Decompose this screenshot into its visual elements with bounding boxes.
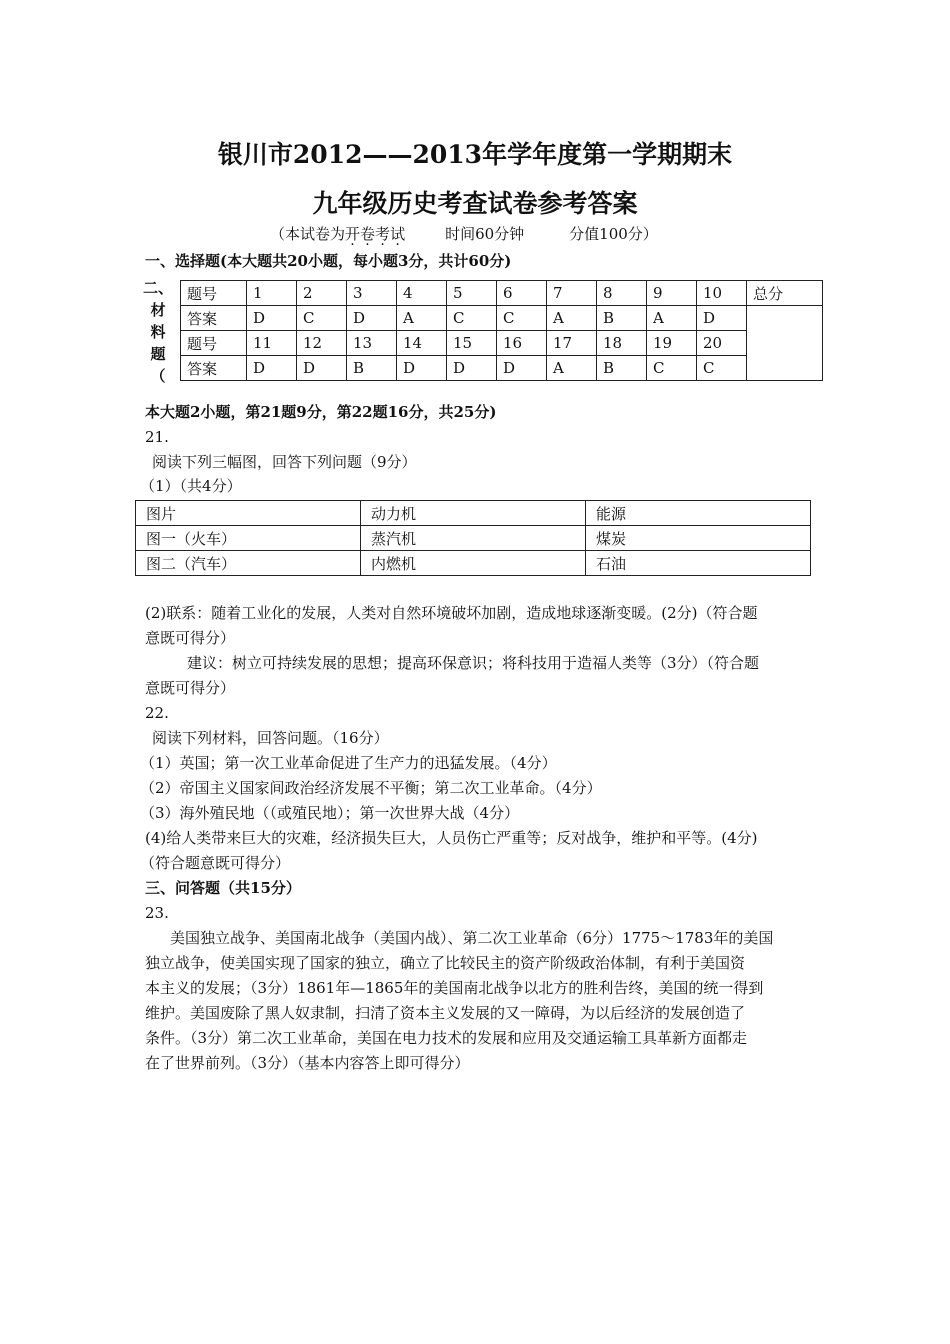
section1-heading: 一、选择题(本大题共20小题，每小题3分，共计60分): [145, 252, 512, 270]
question-number: 6: [497, 281, 547, 306]
table-cell: 石油: [586, 551, 811, 576]
answer-cell: D: [447, 356, 497, 381]
answer-cell: B: [347, 356, 397, 381]
question-number: 1: [247, 281, 297, 306]
q22-intro: 阅读下列材料，回答问题。（16分）: [152, 729, 389, 747]
answer-cell: C: [647, 356, 697, 381]
q22-answer-2: （2）帝国主义国家间政治经济发展不平衡；第二次工业革命。（4分）: [140, 779, 602, 797]
table-row: [181, 281, 823, 306]
vertical-char: 料: [150, 323, 166, 341]
dotted-char: 考: [375, 225, 391, 243]
section2-heading: 本大题2小题，第21题9分，第22题16分，共25分): [145, 403, 497, 421]
answer-cell: C: [447, 306, 497, 331]
question-number: 12: [297, 331, 347, 356]
answer-cell: D: [397, 356, 447, 381]
dotted-char: 卷: [360, 225, 376, 243]
vertical-char: 题: [150, 345, 166, 363]
table-row: [136, 501, 811, 526]
table-cell: 蒸汽机: [361, 526, 586, 551]
answer-cell: B: [597, 306, 647, 331]
answer-cell: D: [497, 356, 547, 381]
question-number: 2: [297, 281, 347, 306]
section2-vertical-label: [140, 277, 176, 387]
answer-cell: C: [497, 306, 547, 331]
q23-answer-line: 美国独立战争、美国南北战争（美国内战）、第二次工业革命（6分）1775～1783年的美国: [170, 929, 774, 947]
title-line-2: 九年级历史考查试卷参考答案: [312, 189, 638, 218]
q22-answer-3: （3）海外殖民地（（或殖民地）；第一次世界大战（4分）: [140, 804, 520, 822]
table-row: [136, 551, 811, 576]
table-row: [181, 331, 823, 356]
q23-answer-line: 维护。美国废除了黑人奴隶制，扫清了资本主义发展的又一障碍，为以后经济的发展创造了: [145, 1004, 746, 1022]
answer-cell: D: [247, 356, 297, 381]
header-cell: 动力机: [361, 501, 586, 526]
q21-part2-line1: (2)联系：随着工业化的发展，人类对自然环境破坏加剧，造成地球逐渐变暖。(2分)（符合题: [145, 604, 758, 622]
q21-suggest-line1: 建议：树立可持续发展的思想；提高环保意识；将科技用于造福人类等（3分）（符合题: [187, 654, 760, 672]
answer-cell: A: [547, 306, 597, 331]
vertical-char: 二、: [142, 279, 173, 297]
q21-part2-line2: 意既可得分）: [145, 629, 236, 647]
row-label-answer: 答案: [181, 356, 247, 381]
subtitle-rest: 时间60分钟 分值100分）: [445, 225, 658, 243]
q23-answer-line: 本主义的发展；（3分）1861年—1865年的美国南北战争以北方的胜利告终，美国的统一得到: [145, 979, 764, 997]
question-number: 20: [697, 331, 747, 356]
table-cell: 煤炭: [586, 526, 811, 551]
question-number: 10: [697, 281, 747, 306]
question-number: 9: [647, 281, 697, 306]
q21-suggest-line2: 意既可得分）: [145, 679, 236, 697]
answer-cell: C: [297, 306, 347, 331]
answer-cell: A: [397, 306, 447, 331]
question-number: 13: [347, 331, 397, 356]
q23-answer-line: 独立战争，使美国实现了国家的独立，确立了比较民主的资产阶级政治体制，有利于美国资: [145, 954, 746, 972]
question-number: 5: [447, 281, 497, 306]
answer-cell: C: [697, 356, 747, 381]
answer-cell: D: [297, 356, 347, 381]
table-cell: 图一（火车）: [136, 526, 361, 551]
q23-answer-line: 条件。（3分）第二次工业革命，美国在电力技术的发展和应用及交通运输工具革新方面都走: [145, 1029, 748, 1047]
q23-number: 23.: [145, 904, 169, 922]
q21-part1: （1）（共4分）: [140, 477, 242, 495]
table-row: [136, 526, 811, 551]
dotted-char: 开: [345, 225, 361, 243]
row-label-number: 题号: [181, 281, 247, 306]
header-cell: 图片: [136, 501, 361, 526]
dotted-char: 试: [390, 225, 406, 243]
subtitle-open-prefix: （本试卷为: [270, 225, 346, 243]
question-number: 11: [247, 331, 297, 356]
section3-heading: 三、问答题（共15分）: [145, 879, 301, 897]
q22-number: 22.: [145, 704, 169, 722]
vertical-char: （: [150, 367, 166, 385]
question-number: 3: [347, 281, 397, 306]
question-number: 8: [597, 281, 647, 306]
row-label-answer: 答案: [181, 306, 247, 331]
q23-answer-line: 在了世界前列。（3分）（基本内容答上即可得分）: [145, 1054, 470, 1072]
vertical-char: 材: [150, 301, 166, 319]
table-cell: 图二（汽车）: [136, 551, 361, 576]
answer-cell: A: [647, 306, 697, 331]
answer-cell: A: [547, 356, 597, 381]
subtitle: [270, 225, 658, 244]
total-score-label: 总分: [747, 281, 823, 306]
q22-answer-1: （1）英国；第一次工业革命促进了生产力的迅猛发展。（4分）: [140, 754, 557, 772]
answer-cell: D: [347, 306, 397, 331]
q21-intro: 阅读下列三幅图，回答下列问题（9分）: [152, 453, 417, 471]
answer-cell: D: [697, 306, 747, 331]
q22-answer-4-line1: (4)给人类带来巨大的灾难，经济损失巨大，人员伤亡严重等；反对战争，维护和平等。(4分): [145, 829, 758, 847]
answer-cell: B: [597, 356, 647, 381]
question-number: 7: [547, 281, 597, 306]
question-number: 18: [597, 331, 647, 356]
header-cell: 能源: [586, 501, 811, 526]
q21-number: 21.: [145, 428, 169, 446]
table-row: [181, 356, 823, 381]
table-cell: 内燃机: [361, 551, 586, 576]
answer-cell: D: [247, 306, 297, 331]
q22-answer-4-line2: （符合题意既可得分）: [140, 854, 291, 872]
question-number: 19: [647, 331, 697, 356]
table-row: [181, 306, 823, 331]
total-score-cell: [747, 306, 823, 381]
question-number: 15: [447, 331, 497, 356]
power-energy-table: [135, 500, 811, 576]
question-number: 4: [397, 281, 447, 306]
row-label-number: 题号: [181, 331, 247, 356]
question-number: 16: [497, 331, 547, 356]
choice-answer-table: [180, 280, 823, 381]
title-line-1: 银川市2012——2013年学年度第一学期期末: [217, 140, 733, 169]
question-number: 17: [547, 331, 597, 356]
question-number: 14: [397, 331, 447, 356]
